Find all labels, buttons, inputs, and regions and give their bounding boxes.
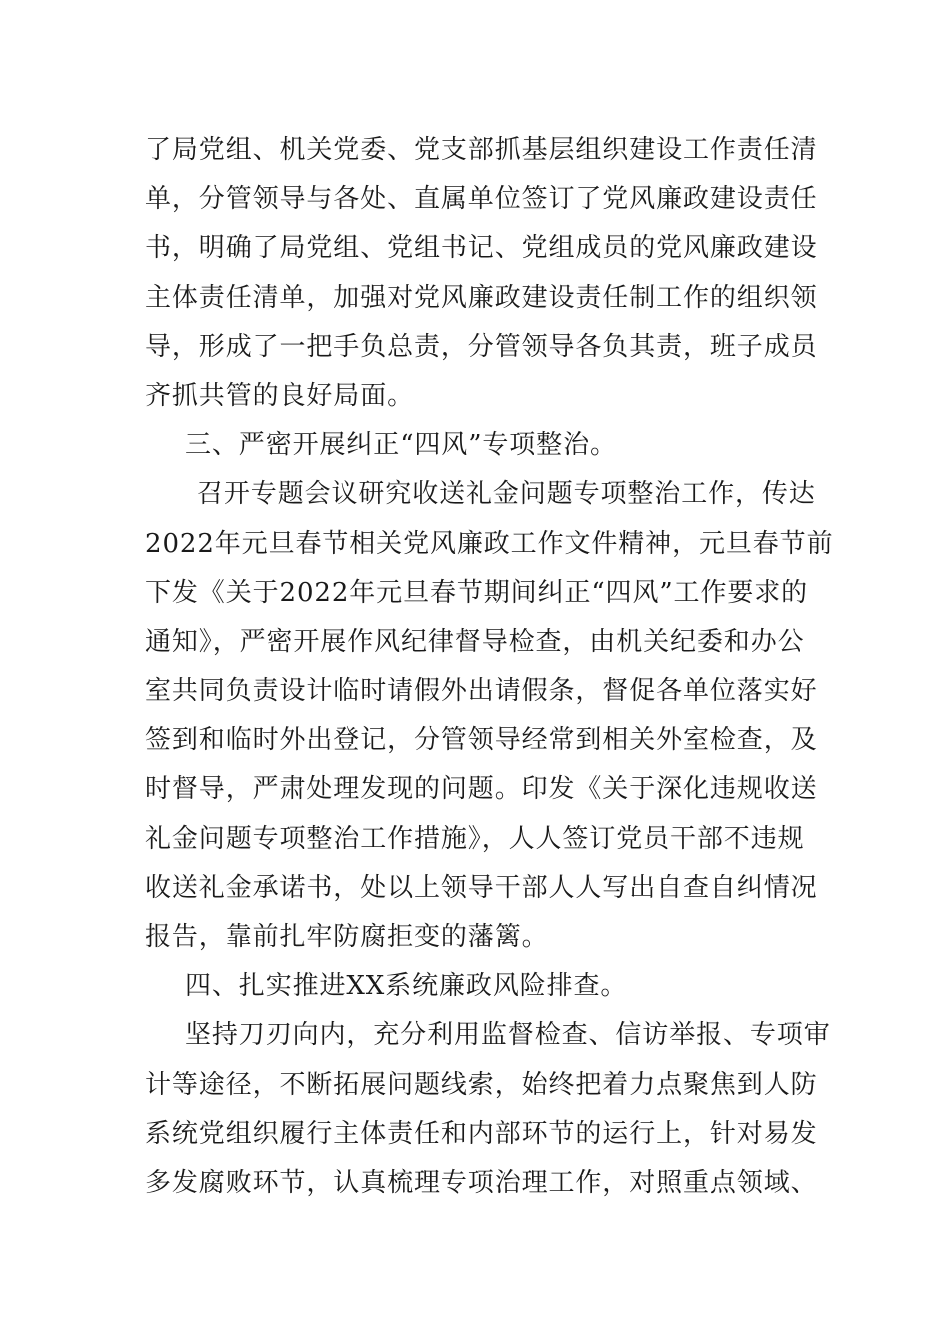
text-line: 导，形成了一把手负总责，分管领导各负其责，班子成员 xyxy=(145,331,818,362)
text-line: 2022年元旦春节相关党风廉政工作文件精神，元旦春节前 xyxy=(145,528,834,559)
text-line: 单，分管领导与各处、直属单位签订了党风廉政建设责任 xyxy=(145,184,818,215)
text-line: 报告，靠前扎牢防腐拒变的藩篱。 xyxy=(145,922,549,952)
text-line: 礼金问题专项整治工作措施》，人人签订党员干部不违规 xyxy=(145,823,805,854)
text-line: 计等途径，不断拓展问题线索，始终把着力点聚焦到人防 xyxy=(145,1069,818,1100)
text-line: 主体责任清单，加强对党风廉政建设责任制工作的组织领 xyxy=(145,282,818,313)
section-heading: 三、严密开展纠正“四风”专项整治。 xyxy=(185,430,617,461)
section-heading: 四、扎实推进XX系统廉政风险排查。 xyxy=(185,971,628,1002)
text-line: 多发腐败环节，认真梳理专项治理工作，对照重点领域、 xyxy=(145,1167,818,1198)
text-line: 召开专题会议研究收送礼金问题专项整治工作，传达 xyxy=(197,479,816,510)
document-body xyxy=(145,126,834,1208)
text-line: 收送礼金承诺书，处以上领导干部人人写出自查自纠情况 xyxy=(145,872,818,903)
text-line: 系统党组织履行主体责任和内部环节的运行上，针对易发 xyxy=(145,1118,818,1149)
text-line: 书，明确了局党组、党组书记、党组成员的党风廉政建设 xyxy=(145,233,818,264)
text-line: 通知》，严密开展作风纪律督导检查，由机关纪委和办公 xyxy=(145,626,805,657)
text-line: 了局党组、机关党委、党支部抓基层组织建设工作责任清 xyxy=(145,135,818,165)
text-line: 时督导，严肃处理发现的问题。印发《关于深化违规收送 xyxy=(145,774,818,805)
text-line: 齐抓共管的良好局面。 xyxy=(145,380,415,411)
text-line: 下发《关于2022年元旦春节期间纠正“四风”工作要求的 xyxy=(145,577,809,608)
text-line: 坚持刀刃向内，充分利用监督检查、信访举报、专项审 xyxy=(185,1020,831,1051)
text-line: 签到和临时外出登记，分管领导经常到相关外室检查，及 xyxy=(145,725,818,756)
text-line: 室共同负责设计临时请假外出请假条，督促各单位落实好 xyxy=(145,676,818,707)
